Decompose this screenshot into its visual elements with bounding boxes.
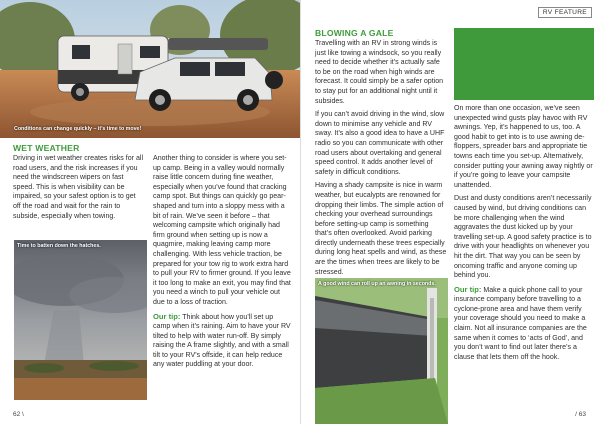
green-feature-block bbox=[454, 28, 594, 100]
tip-paragraph bbox=[454, 285, 594, 363]
tip-text: Make a quick phone call to your insurance company before travelling to a cyclone-prone area and have them verify your coverage should you need to make a claim. Not all insurance companies are the same when it comes to ‘acts of God’, and you don’t want to find out later there’s a clause that lets them off the hook. bbox=[454, 286, 587, 361]
right-column-1 bbox=[315, 39, 447, 281]
page-number-left: 62 \ bbox=[13, 411, 24, 418]
tip-label: Our tip: bbox=[454, 284, 482, 294]
right-page bbox=[300, 0, 600, 424]
paragraph: If you can’t avoid driving in the wind, slow down to minimise any vehicle and RV sway. It’s also a good idea to have a UHF radio so you can communicate with other road users about overtaking and general speed control. It adds another level of safety in difficult conditions. bbox=[315, 111, 445, 176]
storm-illustration bbox=[14, 240, 147, 400]
paragraph: Having a shady campsite is nice in warm weather, but eucalypts are renowned for dropping their limbs. The simple action of checking your overhead surroundings before setting-up camp is something that’s often overlooked. Avoid parking directly underneath these trees especially during long heat spells and wind, as these are the times when trees are likely to be stressed. bbox=[315, 182, 447, 276]
paragraph: On more than one occasion, we’ve seen unexpected wind gusts play havoc with RV awnings. Yep, it’s happened to us, too. A good habit to get into is to use awning de-floppers, spreader bars and appropriate tie towns each time you set-up. Alternatively, consider putting your awning away nightly or if you’re going to leave your campsite unattended. bbox=[454, 105, 593, 189]
awning-caption: A good wind can roll up an awning in seconds. bbox=[318, 281, 436, 287]
photo-caption: Conditions can change quickly – it’s time to move! bbox=[14, 126, 142, 132]
paragraph: Dust and dusty conditions aren’t necessarily caused by wind, but driving conditions can be more challenging when the wind aggravates the dust kicked up by your travelling set-up. A good safety practice is to drive with your headlights on whenever you hit the dirt. That way you can be seen by oncoming traffic and anyone coming up behind you. bbox=[454, 195, 592, 280]
paragraph: Another thing to consider is where you set-up camp. Being in a valley would normally raise little concern during fine weather, especially when you’ve found that cracking camp spot. But things can quickly go pear-shaped and turn into a sloppy mess with a bit of rain. We’ve seen it before – that welcoming campsite which originally had firm ground when setting up is now a quagmire, making leaving camp more challenging. With less vehicle traction, be prepared for your tow rig to work extra hard to pull your RV to firmer ground. If you leave it too long to make an exit, you may find that you need a winch to pull your vehicle out due to a loss of traction. bbox=[153, 155, 291, 306]
tip-paragraph bbox=[153, 312, 291, 371]
tip-label: Our tip: bbox=[153, 311, 181, 321]
left-column-2 bbox=[153, 154, 291, 374]
rv-feature-badge: RV FEATURE bbox=[538, 7, 592, 18]
paragraph: Driving in wet weather creates risks for all road users, and the risk increases if you need the windscreen wipers on fast speed. This is when visibility can be impaired, so your safest option is to get off the road and wait for the rain to subside, especially when towing. bbox=[13, 155, 144, 220]
tip-text: Think about how you’ll set up camp when it’s raining. Aim to have your RV tilted to help with water run-off. By simply raising the A frame slightly, and with a small tilt to your RV’s offside, it can help reduce any water puddling at your door. bbox=[153, 313, 291, 369]
storm-photo bbox=[14, 240, 147, 400]
caravan-illustration bbox=[0, 0, 300, 138]
paragraph: Travelling with an RV in strong winds is just like towing a windsock, so you really need to decide whether it’s actually safe to be on the road when high winds are forecast. It could simply be a safer option to stay put for an additional night until it subsides. bbox=[315, 40, 444, 105]
awning-illustration bbox=[315, 278, 448, 424]
page-number-right: / 63 bbox=[575, 411, 586, 418]
left-column-1 bbox=[13, 154, 145, 225]
right-column-2 bbox=[454, 104, 594, 366]
section-heading-blowing-a-gale: BLOWING A GALE bbox=[315, 28, 394, 38]
storm-caption: Time to batten down the hatches. bbox=[17, 243, 101, 249]
section-heading-wet-weather: WET WEATHER bbox=[13, 143, 80, 153]
awning-photo bbox=[315, 278, 448, 424]
caravan-photo bbox=[0, 0, 300, 138]
